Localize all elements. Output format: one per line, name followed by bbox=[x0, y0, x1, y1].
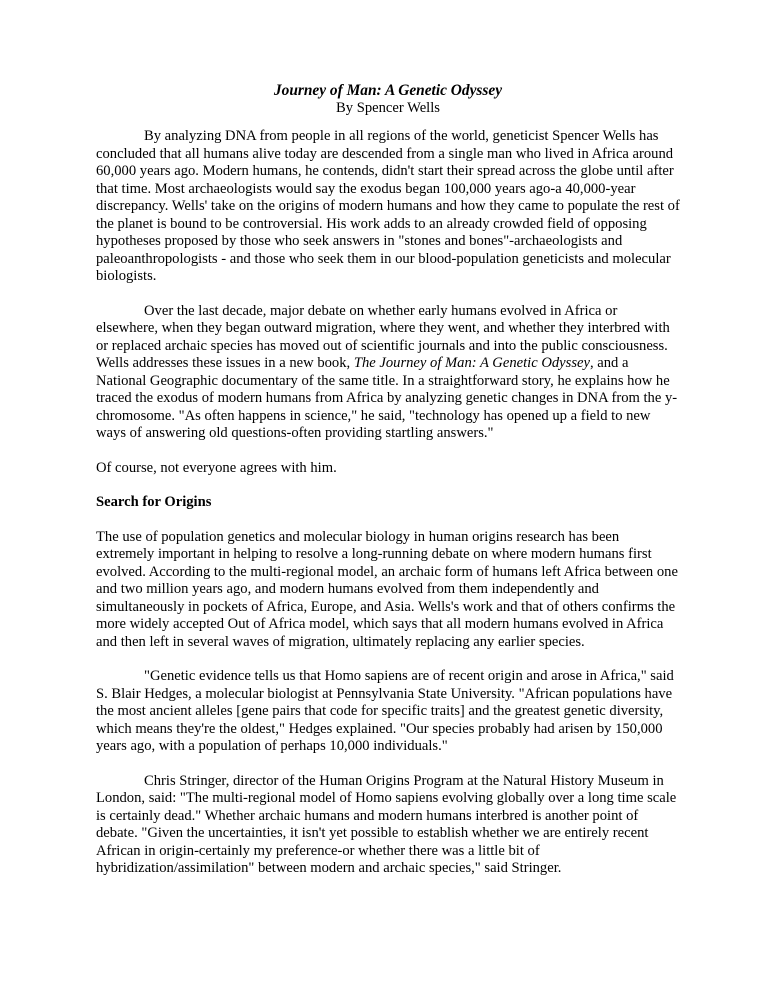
byline: By Spencer Wells bbox=[336, 100, 440, 116]
document-page bbox=[96, 82, 680, 895]
paragraph-disagree: Of course, not everyone agrees with him. bbox=[96, 459, 337, 476]
paragraph-debate-text-1: Over the last decade, major debate on whether early humans evolved in Africa or elsewhere, when they began outward migration, where they went, and whether they interbred with or replaced archaic species has moved out of scientific journals and into the public consciousness. Wells addresses these issues in a new book, bbox=[96, 302, 670, 371]
paragraph-debate bbox=[96, 303, 680, 443]
paragraph-stringer: Chris Stringer, director of the Human Origins Program at the Natural History Museum in London, said: "The multi-regional model of Homo sapiens evolving globally over a long time scale is certainly dead." Whether archaic humans and modern humans interbred is another point of debate. "Given the uncertainties, it isn't yet possible to establish whether we are entirely recent African in origin-certainly my preference-or whether there was a little bit of hybridization/assimilation" between modern and archaic species," said Stringer. bbox=[96, 772, 677, 876]
section-heading: Search for Origins bbox=[96, 494, 212, 510]
article-title: Journey of Man: A Genetic Odyssey bbox=[273, 82, 503, 99]
paragraph-intro: By analyzing DNA from people in all regions of the world, geneticist Spencer Wells has concluded that all humans alive today are descended from a single man who lived in Africa around 60,000 years ago. Modern humans, he contends, didn't start their spread across the globe until after that time. Most archaeologists would say the exodus began 100,000 years ago-a 40,000-year discrepancy. Wells' take on the origins of modern humans and how they came to populate the rest of the planet is bound to be controversial. His work adds to an already crowded field of opposing hypotheses proposed by those who seek answers in "stones and bones"-archaeologists and paleoanthropologists - and those who seek them in our blood-population geneticists and molecular biologists. bbox=[96, 128, 680, 284]
paragraph-debate-text-2: , and a National Geographic documentary of the same title. In a straightforward story, he explains how he traced the exodus of modern humans from Africa by analyzing genetic changes in DNA from the y-chromosome. "As often happens in science," he said, "technology has opened up a field to new ways of answering old questions-often providing startling answers." bbox=[96, 355, 678, 441]
paragraph-hedges: "Genetic evidence tells us that Homo sapiens are of recent origin and arose in Africa," said S. Blair Hedges, a molecular biologist at Pennsylvania State University. "African populations have the most ancient alleles [gene pairs that code for specific traits] and the greatest genetic diversity, which means they're the oldest," Hedges explained. "Our species probably had arisen by 150,000 years ago, with a population of perhaps 10,000 individuals." bbox=[96, 668, 674, 754]
paragraph-origins: The use of population genetics and molecular biology in human origins research has been extremely important in helping to resolve a long-running debate on where modern humans first evolved. According to the multi-regional model, an archaic form of humans left Africa between one and two million years ago, and modern humans evolved from them independently and simultaneously in pockets of Africa, Europe, and Asia. Wells's work and that of others confirms the more widely accepted Out of Africa model, which says that all modern humans evolved in Africa and then left in several waves of migration, ultimately replacing any earlier species. bbox=[96, 528, 678, 650]
book-title: The Journey of Man: A Genetic Odyssey bbox=[353, 355, 590, 371]
